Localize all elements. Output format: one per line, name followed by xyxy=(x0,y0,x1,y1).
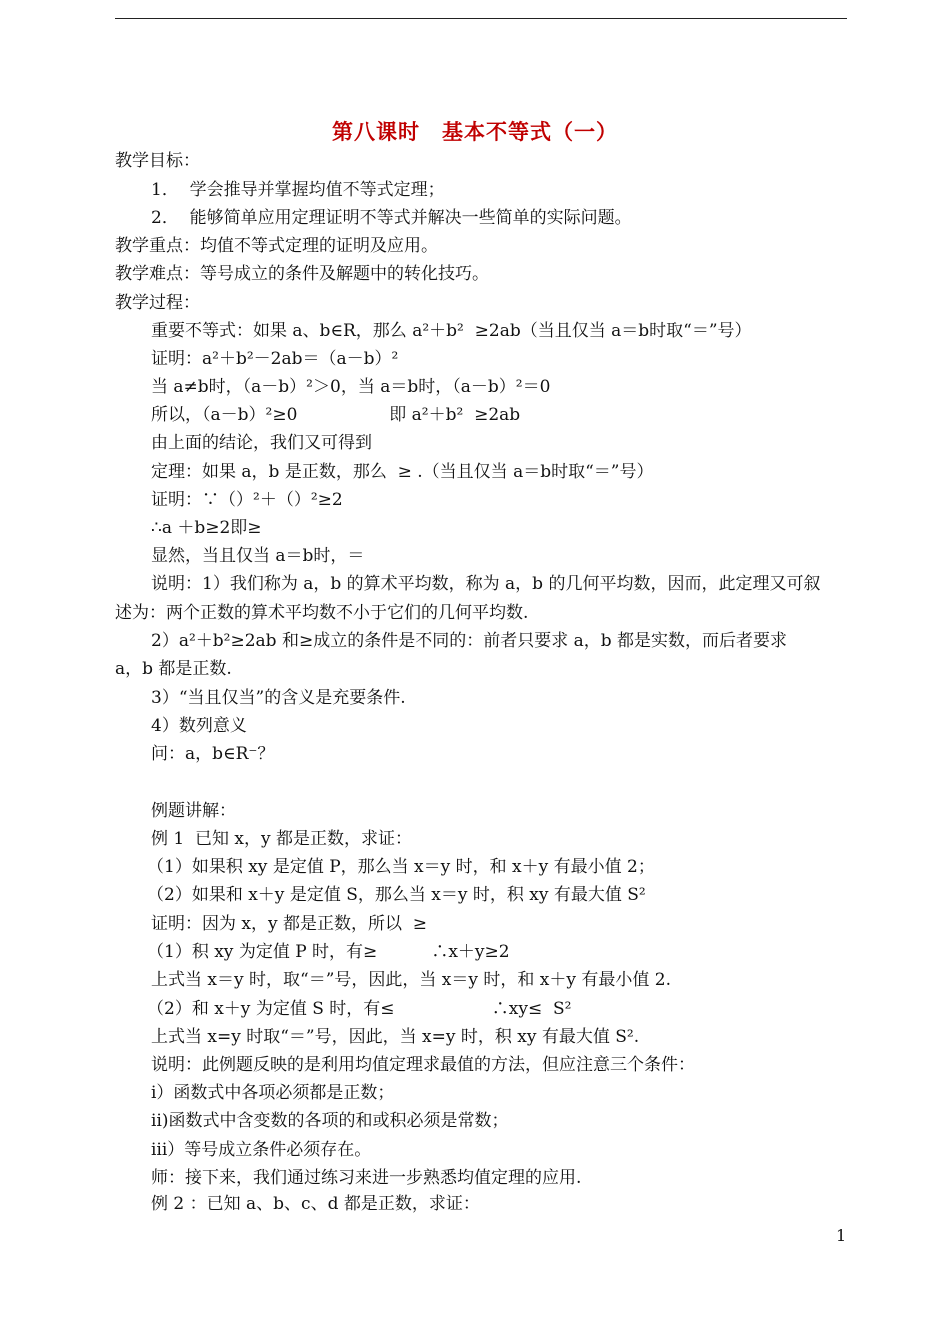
section-heading-process: 教学过程： xyxy=(115,293,200,313)
header-rule xyxy=(115,18,847,19)
examples-heading: 例题讲解： xyxy=(151,801,236,821)
example-1-note: 说明：此例题反映的是利用均值定理求最值的方法，但应注意三个条件： xyxy=(151,1055,695,1075)
page-title: 第八课时 基本不等式（一） xyxy=(332,120,618,144)
teaching-difficulty: 教学难点：等号成立的条件及解题中的转化技巧。 xyxy=(115,264,489,284)
theorem-proof-line-1: 证明：∵（）²＋（）²≥2 xyxy=(151,490,343,510)
proof-line-3: 所以，（a－b）²≥0 即 a²＋b² ≥2ab xyxy=(151,405,521,425)
important-inequality: 重要不等式：如果 a、b∈R，那么 a²＋b² ≥2ab（当且仅当 a＝b时取“＝”号） xyxy=(151,321,752,341)
condition-3: ⅲ）等号成立条件必须存在。 xyxy=(151,1140,372,1160)
goal-item-1: 1． 学会推导并掌握均值不等式定理； xyxy=(151,180,445,200)
theorem-line: 定理：如果 a，b 是正数，那么 ≥ .（当且仅当 a＝b时取“＝”号） xyxy=(151,462,654,482)
question-line: 问：a，b∈R⁻？ xyxy=(151,744,275,764)
note-2-line-2: a，b 都是正数. xyxy=(115,659,232,679)
section-heading-goals: 教学目标： xyxy=(115,151,200,171)
proof-line-2: 当 a≠b时，（a－b）²＞0，当 a＝b时，（a－b）²＝0 xyxy=(151,377,551,397)
example-1-proof-intro: 证明：因为 x，y 都是正数，所以 ≥ xyxy=(151,914,428,934)
condition-2: ⅱ)函数式中含变数的各项的和或积必须是常数； xyxy=(151,1111,509,1131)
theorem-proof-line-2: ∴a ＋b≥2即≥ xyxy=(151,518,262,538)
note-3: 3）“当且仅当”的含义是充要条件. xyxy=(151,688,406,708)
example-1-proof-part-1: （1）积 xy 为定值 P 时，有≥ ∴x＋y≥2 xyxy=(147,942,510,962)
example-1-proof-part-2-conclusion: 上式当 x=y 时取“＝”号，因此，当 x=y 时，积 xy 有最大值 S². xyxy=(151,1027,640,1047)
note-2-line-1: 2）a²＋b²≥2ab 和≥成立的条件是不同的：前者只要求 a，b 都是实数，而后者要求 xyxy=(151,631,788,651)
conclusion-line: 由上面的结论，我们又可得到 xyxy=(151,433,372,453)
example-2-statement: 例 2 ：已知 a、b、c、d 都是正数，求证： xyxy=(151,1194,480,1214)
proof-line-1: 证明：a²＋b²－2ab＝（a－b）² xyxy=(151,349,399,369)
example-1-statement: 例 1 已知 x，y 都是正数，求证： xyxy=(151,829,413,849)
note-1-line-2: 述为：两个正数的算术平均数不小于它们的几何平均数. xyxy=(115,603,529,623)
example-1-proof-part-1-conclusion: 上式当 x＝y 时，取“＝”号，因此，当 x＝y 时，和 x＋y 有最小值 2. xyxy=(151,970,672,990)
page-number: 1 xyxy=(836,1226,847,1245)
condition-1: ⅰ）函数式中各项必须都是正数； xyxy=(151,1083,395,1103)
example-1-proof-part-2: （2）和 x＋y 为定值 S 时，有≤ ∴xy≤ S² xyxy=(147,999,572,1019)
teaching-focus: 教学重点：均值不等式定理的证明及应用。 xyxy=(115,236,438,256)
goal-item-2: 2． 能够简单应用定理证明不等式并解决一些简单的实际问题。 xyxy=(151,208,632,228)
note-1-line-1: 说明：1）我们称为 a，b 的算术平均数，称为 a，b 的几何平均数，因而，此定理又可叙 xyxy=(151,574,821,594)
note-4: 4）数列意义 xyxy=(151,716,247,736)
equality-condition-line: 显然，当且仅当 a＝b时，＝ xyxy=(151,546,365,566)
example-1-part-1: （1）如果积 xy 是定值 P，那么当 x＝y 时，和 x＋y 有最小值 2； xyxy=(147,857,655,877)
example-1-part-2: （2）如果和 x＋y 是定值 S，那么当 x＝y 时，积 xy 有最大值 S² xyxy=(147,885,646,905)
teacher-transition: 师：接下来，我们通过练习来进一步熟悉均值定理的应用. xyxy=(151,1168,582,1188)
